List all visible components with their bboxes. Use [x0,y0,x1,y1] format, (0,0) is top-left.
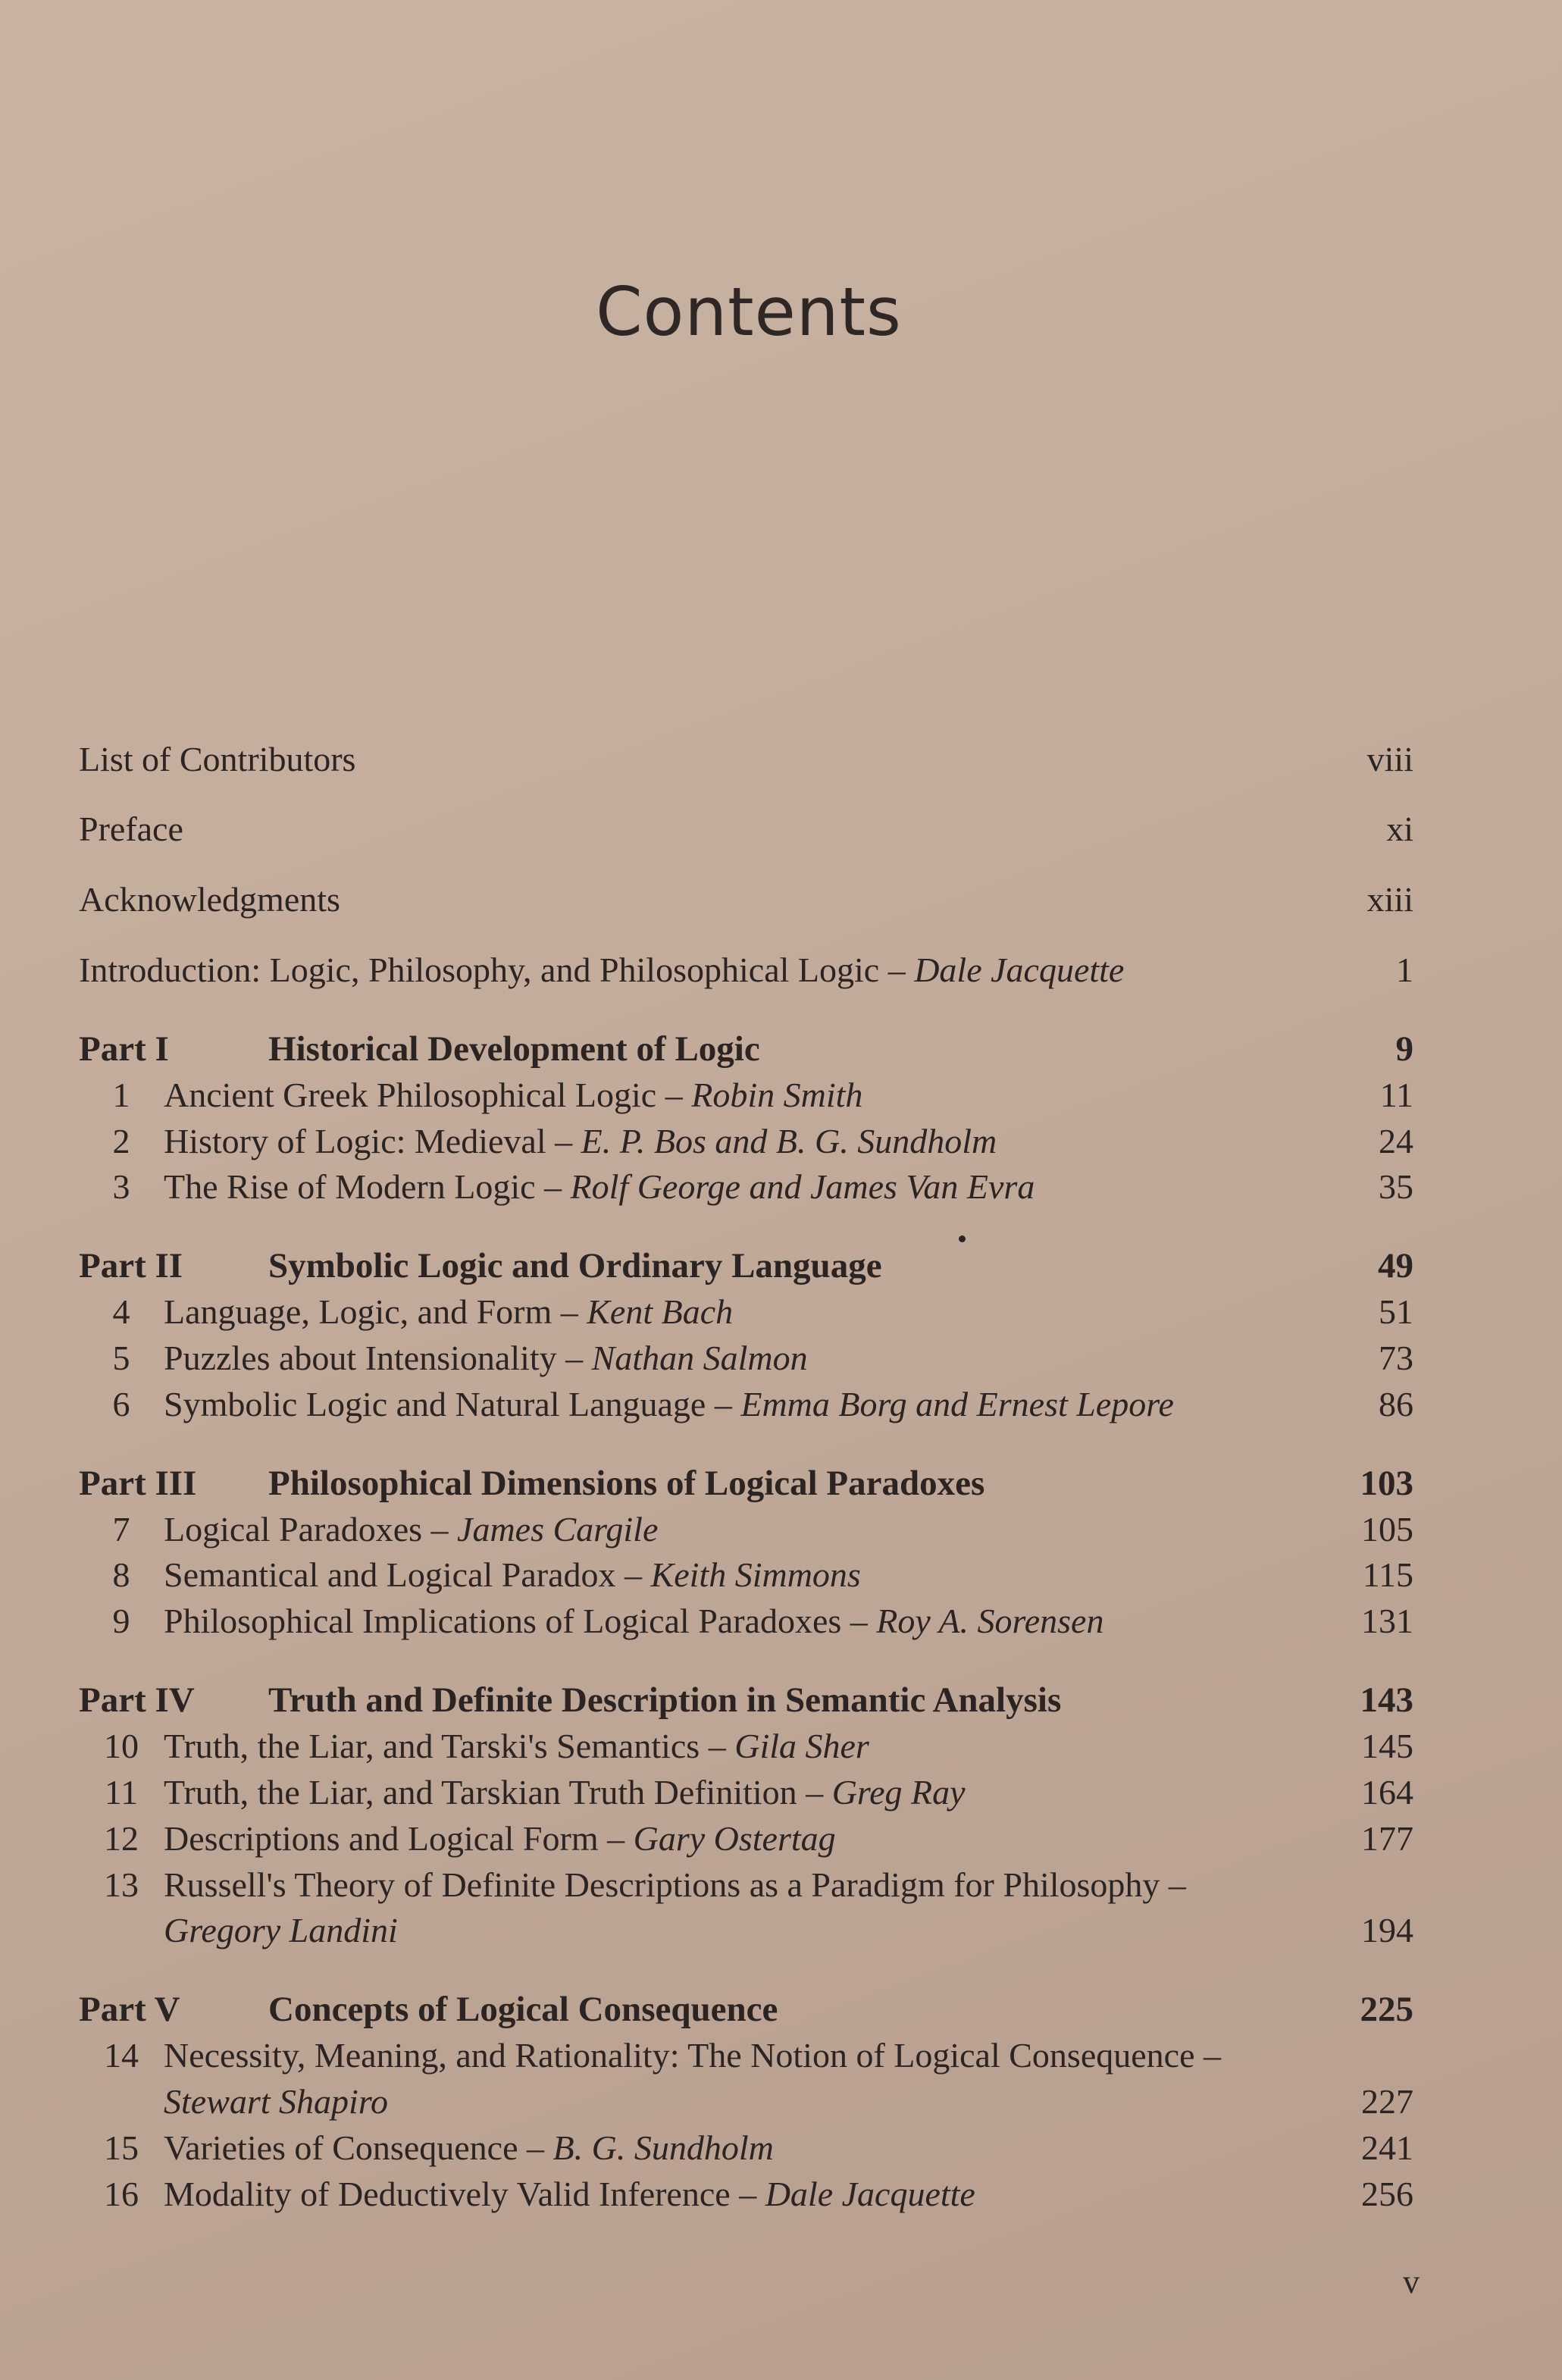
chapter-page: 86 [1379,1385,1413,1423]
part-number: Part III [79,1464,197,1503]
chapter-title: Symbolic Logic and Natural Language [164,1385,706,1423]
part-page: 225 [1360,1990,1413,2029]
chapter-entry: 3 The Rise of Modern Logic – Rolf George and James Van Evra 35 [79,1167,1413,1207]
chapter-author: Greg Ray [831,1773,966,1812]
entry-label: Acknowledgments [79,880,340,919]
chapter-author: Keith Simmons [650,1555,861,1594]
chapter-page: 256 [1361,2175,1413,2213]
chapter-title: Russell's Theory of Definite Descriptions as a Paradigm for Philosophy [164,1865,1160,1904]
chapter-title: The Rise of Modern Logic [164,1167,536,1206]
chapter-number: 9 [112,1602,130,1640]
chapter-entry-continuation [79,1910,1413,1950]
part-heading [79,1245,1413,1286]
part-number: Part V [79,1990,180,2029]
chapter-number: 2 [112,1122,130,1160]
chapter-number: 15 [104,2128,139,2167]
chapter-page: 194 [1361,1911,1413,1949]
chapter-number: 16 [104,2175,139,2213]
chapter-entry: 14 Necessity, Meaning, and Rationality: The Notion of Logical Consequence – [79,2035,1413,2075]
chapter-title: Puzzles about Intensionality [164,1339,557,1377]
chapter-entry: 5 Puzzles about Intensionality – Nathan Salmon 73 [79,1338,1413,1378]
chapter-entry: 2 History of Logic: Medieval – E. P. Bos and B. G. Sundholm 24 [79,1121,1413,1161]
chapter-page: 177 [1361,1819,1413,1858]
chapter-entry: 13 Russell's Theory of Definite Descriptions as a Paradigm for Philosophy – [79,1865,1413,1905]
chapter-title: Semantical and Logical Paradox [164,1555,616,1594]
chapter-author: Emma Borg and Ernest Lepore [740,1385,1174,1423]
chapter-title: History of Logic: Medieval [164,1122,546,1160]
entry-page: xi [1386,810,1413,848]
toc-entry-acknowledgments [79,879,1413,919]
part-heading [79,1680,1413,1721]
chapter-page: 11 [1379,1076,1413,1114]
chapter-author: Rolf George and James Van Evra [570,1167,1035,1206]
chapter-number: 7 [112,1510,130,1549]
chapter-title: Necessity, Meaning, and Rationality: The Notion of Logical Consequence [164,2036,1195,2075]
chapter-page: 35 [1379,1167,1413,1206]
chapter-entry: 16 Modality of Deductively Valid Inference – Dale Jacquette 256 [79,2174,1413,2214]
chapter-entry: 4 Language, Logic, and Form – Kent Bach 51 [79,1292,1413,1332]
entry-label: Introduction: Logic, Philosophy, and Philosophical Logic [79,950,880,989]
toc-entry-preface [79,809,1413,849]
chapter-page: 131 [1361,1602,1413,1640]
chapter-entry: 8 Semantical and Logical Paradox – Keith Simmons 115 [79,1555,1413,1595]
part-heading [79,1989,1413,2030]
page-folio: v [1403,2263,1420,2300]
chapter-page: 164 [1361,1773,1413,1812]
entry-page: viii [1366,740,1413,778]
chapter-title: Logical Paradoxes [164,1510,423,1549]
chapter-author: Gregory Landini [164,1911,398,1949]
chapter-entry: 7 Logical Paradoxes – James Cargile 105 [79,1509,1413,1549]
part-title: Concepts of Logical Consequence [268,1990,778,2029]
part-title: Philosophical Dimensions of Logical Paradoxes [268,1464,985,1503]
chapter-title: Ancient Greek Philosophical Logic [164,1076,657,1114]
entry-label: Preface [79,810,183,848]
page-title: Contents [596,273,902,351]
part-page: 103 [1360,1464,1413,1503]
entry-author: Dale Jacquette [914,950,1125,989]
ink-speck [959,1235,966,1242]
chapter-page: 73 [1379,1339,1413,1377]
toc-entry-contributors [79,739,1413,779]
chapter-number: 3 [112,1167,130,1206]
chapter-title: Language, Logic, and Form [164,1292,552,1331]
chapter-entry: 11 Truth, the Liar, and Tarskian Truth Definition – Greg Ray 164 [79,1772,1413,1812]
part-page: 49 [1378,1246,1413,1286]
chapter-author: Stewart Shapiro [164,2082,389,2121]
chapter-author: Kent Bach [587,1292,734,1331]
chapter-number: 12 [104,1819,139,1858]
chapter-title: Philosophical Implications of Logical Paradoxes [164,1602,842,1640]
chapter-number: 1 [112,1076,130,1114]
chapter-title: Varieties of Consequence [164,2128,518,2167]
chapter-title: Descriptions and Logical Form [164,1819,599,1858]
chapter-page: 241 [1361,2128,1413,2167]
chapter-number: 13 [104,1865,139,1904]
chapter-number: 11 [104,1773,139,1812]
chapter-author: Gary Ostertag [633,1819,836,1858]
chapter-author: Robin Smith [691,1076,863,1114]
part-heading [79,1029,1413,1069]
chapter-number: 4 [112,1292,130,1331]
chapter-title: Modality of Deductively Valid Inference [164,2175,731,2213]
chapter-page: 227 [1361,2082,1413,2121]
chapter-page: 24 [1379,1122,1413,1160]
part-title: Truth and Definite Description in Semantic Analysis [268,1680,1062,1720]
chapter-title: Truth, the Liar, and Tarski's Semantics [164,1727,700,1765]
part-number: Part II [79,1246,183,1286]
part-page: 9 [1395,1029,1413,1069]
chapter-author: James Cargile [457,1510,659,1549]
chapter-page: 115 [1362,1555,1413,1594]
part-heading [79,1463,1413,1504]
chapter-author: E. P. Bos and B. G. Sundholm [581,1122,997,1160]
entry-label: List of Contributors [79,740,356,778]
chapter-entry: 10 Truth, the Liar, and Tarski's Semantics – Gila Sher 145 [79,1726,1413,1766]
chapter-number: 6 [112,1385,130,1423]
chapter-page: 51 [1379,1292,1413,1331]
chapter-title: Truth, the Liar, and Tarskian Truth Definition [164,1773,797,1812]
chapter-number: 10 [104,1727,139,1765]
chapter-entry-continuation [79,2081,1413,2122]
chapter-author: Gila Sher [734,1727,869,1765]
toc-entry-introduction: Introduction: Logic, Philosophy, and Philosophical Logic – Dale Jacquette 1 [79,950,1413,989]
part-title: Symbolic Logic and Ordinary Language [268,1246,882,1286]
part-number: Part IV [79,1680,195,1720]
entry-page: xiii [1366,880,1413,919]
chapter-page: 105 [1361,1510,1413,1549]
chapter-author: B. G. Sundholm [552,2128,774,2167]
chapter-author: Roy A. Sorensen [876,1602,1104,1640]
chapter-page: 145 [1361,1727,1413,1765]
chapter-author: Dale Jacquette [765,2175,975,2213]
entry-page: 1 [1396,950,1413,989]
chapter-entry: 15 Varieties of Consequence – B. G. Sundholm 241 [79,2128,1413,2168]
part-title: Historical Development of Logic [268,1029,760,1069]
chapter-entry: 12 Descriptions and Logical Form – Gary Ostertag 177 [79,1818,1413,1859]
chapter-author: Nathan Salmon [591,1339,808,1377]
chapter-number: 8 [112,1555,130,1594]
part-number: Part I [79,1029,169,1069]
chapter-entry: 6 Symbolic Logic and Natural Language – Emma Borg and Ernest Lepore 86 [79,1384,1413,1424]
chapter-number: 14 [104,2036,139,2075]
chapter-entry: 1 Ancient Greek Philosophical Logic – Robin Smith 11 [79,1075,1413,1115]
chapter-entry: 9 Philosophical Implications of Logical Paradoxes – Roy A. Sorensen 131 [79,1601,1413,1641]
part-page: 143 [1360,1680,1413,1720]
chapter-number: 5 [112,1339,130,1377]
